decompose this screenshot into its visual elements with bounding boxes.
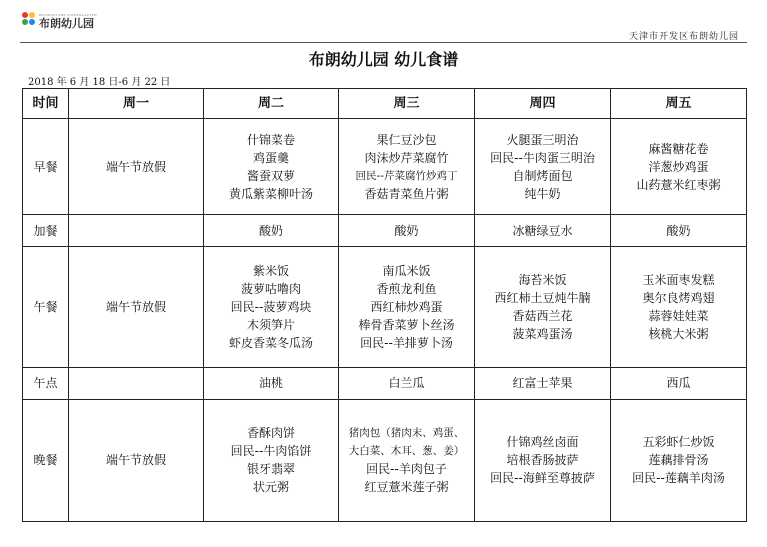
menu-cell bbox=[69, 367, 204, 399]
dish-item: 回民--羊肉包子 bbox=[366, 462, 447, 477]
dish-item: 香菇西兰花 bbox=[512, 308, 573, 323]
dish-item: 麻酱糖花卷 bbox=[648, 141, 709, 156]
dish-item: 回民--芹菜腐竹炒鸡丁 bbox=[355, 169, 458, 182]
dish-item: 端午节放假 bbox=[105, 299, 166, 314]
dish-item: 菠菜鸡蛋汤 bbox=[512, 326, 573, 341]
dish-item: 回民--莲藕羊肉汤 bbox=[632, 471, 725, 486]
meal-row bbox=[23, 119, 747, 215]
dish-item: 肉沫炒芹菜腐竹 bbox=[364, 150, 449, 165]
dish-item: 纯牛奶 bbox=[524, 186, 561, 201]
dish-item: 白兰瓜 bbox=[388, 376, 425, 391]
dish-item: 玉米面枣发糕 bbox=[642, 272, 715, 287]
dish-item: 黄瓜紫菜柳叶汤 bbox=[228, 186, 313, 201]
menu-cell bbox=[69, 119, 204, 215]
dish-item: 西瓜 bbox=[666, 376, 691, 391]
dish-item: 回民--菠萝鸡块 bbox=[230, 299, 312, 314]
menu-table bbox=[22, 88, 747, 522]
meal-label: 晚餐 bbox=[23, 399, 69, 521]
meal-label: 早餐 bbox=[23, 119, 69, 215]
dish-item: 奥尔良烤鸡翅 bbox=[642, 290, 715, 305]
menu-cell bbox=[475, 247, 611, 367]
dish-item: 酸奶 bbox=[394, 223, 419, 238]
dish-item: 端午节放假 bbox=[105, 453, 166, 468]
dish-item: 回民--海鲜至尊披萨 bbox=[490, 471, 595, 486]
dish-item: 回民--牛肉蛋三明治 bbox=[490, 150, 595, 165]
menu-cell bbox=[204, 247, 339, 367]
column-header-time: 时间 bbox=[23, 89, 69, 119]
dish-item: 洋葱炒鸡蛋 bbox=[648, 159, 709, 174]
column-header-day: 周五 bbox=[611, 89, 747, 119]
dish-item: 海苔米饭 bbox=[518, 272, 567, 287]
header-school-name: 天津市开发区布朗幼儿园 bbox=[628, 32, 739, 42]
dish-item: 核桃大米粥 bbox=[648, 326, 709, 341]
dish-item: 红富士苹果 bbox=[512, 376, 573, 391]
column-header-day: 周三 bbox=[339, 89, 475, 119]
menu-cell bbox=[611, 399, 747, 521]
dish-item: 状元粥 bbox=[252, 480, 289, 495]
menu-cell bbox=[611, 367, 747, 399]
dish-item: 油桃 bbox=[258, 376, 283, 391]
menu-cell bbox=[204, 367, 339, 399]
dish-item: 南瓜米饭 bbox=[382, 263, 431, 278]
dish-item: 香酥肉饼 bbox=[246, 426, 295, 441]
menu-body bbox=[23, 119, 747, 522]
header-row bbox=[23, 89, 747, 119]
dish-item: 回民--羊排萝卜汤 bbox=[360, 335, 453, 350]
logo-icon bbox=[22, 12, 36, 30]
dish-item: 酸奶 bbox=[258, 223, 283, 238]
menu-cell bbox=[475, 367, 611, 399]
dish-item: 木须笋片 bbox=[246, 317, 295, 332]
dish-item: 西红柿炒鸡蛋 bbox=[370, 299, 443, 314]
page-title: 布朗幼儿园 幼儿食谱 bbox=[308, 50, 459, 69]
dish-item: 大白菜、木耳、葱、姜） bbox=[348, 445, 465, 458]
date-range: 2018 年 6 月 18 日-6 月 22 日 bbox=[28, 77, 171, 88]
dish-item: 香菇青菜鱼片粥 bbox=[364, 186, 449, 201]
dish-item: 莲藕排骨汤 bbox=[648, 453, 709, 468]
dish-item: 火腿蛋三明治 bbox=[506, 132, 579, 147]
menu-cell bbox=[204, 119, 339, 215]
menu-cell bbox=[611, 247, 747, 367]
dish-item: 五彩虾仁炒饭 bbox=[642, 435, 715, 450]
menu-cell bbox=[339, 367, 475, 399]
meal-row bbox=[23, 247, 747, 367]
dish-item: 回民--牛肉馅饼 bbox=[230, 444, 312, 459]
kindergarten-logo bbox=[22, 12, 97, 30]
menu-cell bbox=[204, 399, 339, 521]
menu-cell bbox=[475, 399, 611, 521]
logo-tagline: BROWNSTONE KINDERGARTEN bbox=[39, 12, 98, 17]
dish-item: 西红柿土豆炖牛腩 bbox=[494, 290, 591, 305]
meal-row bbox=[23, 215, 747, 247]
dish-item: 蒜蓉娃娃菜 bbox=[648, 308, 709, 323]
dish-item: 培根香肠披萨 bbox=[506, 453, 579, 468]
dish-item: 猪肉包（猪肉末、鸡蛋、 bbox=[348, 427, 465, 440]
dish-item: 酱蚕双萝 bbox=[246, 168, 295, 183]
meal-label: 午点 bbox=[23, 367, 69, 399]
dish-item: 银牙翡翠 bbox=[246, 462, 295, 477]
dish-item: 菠萝咕噜肉 bbox=[240, 281, 301, 296]
menu-cell bbox=[204, 215, 339, 247]
dish-item: 冰糖绿豆水 bbox=[512, 223, 573, 238]
dish-item: 什锦鸡丝卤面 bbox=[506, 435, 579, 450]
column-header-day: 周一 bbox=[69, 89, 204, 119]
menu-cell bbox=[475, 119, 611, 215]
dish-item: 酸奶 bbox=[666, 223, 691, 238]
dish-item: 端午节放假 bbox=[105, 159, 166, 174]
meal-row bbox=[23, 399, 747, 521]
meal-row bbox=[23, 367, 747, 399]
menu-cell bbox=[69, 247, 204, 367]
dish-item: 棒骨香菜萝卜丝汤 bbox=[358, 317, 455, 332]
dish-item: 果仁豆沙包 bbox=[376, 132, 437, 147]
dish-item: 虾皮香菜冬瓜汤 bbox=[228, 335, 313, 350]
meal-label: 加餐 bbox=[23, 215, 69, 247]
dish-item: 香煎龙利鱼 bbox=[376, 281, 437, 296]
menu-cell bbox=[611, 119, 747, 215]
menu-cell bbox=[339, 247, 475, 367]
header-divider bbox=[20, 42, 747, 43]
dish-item: 山药薏米红枣粥 bbox=[636, 177, 721, 192]
logo-name: 布朗幼儿园 bbox=[39, 16, 94, 30]
menu-cell bbox=[69, 215, 204, 247]
dish-item: 自制烤面包 bbox=[512, 168, 573, 183]
meal-label: 午餐 bbox=[23, 247, 69, 367]
menu-cell bbox=[475, 215, 611, 247]
column-header-day: 周四 bbox=[475, 89, 611, 119]
menu-cell bbox=[339, 399, 475, 521]
menu-cell bbox=[69, 399, 204, 521]
column-header-day: 周二 bbox=[204, 89, 339, 119]
page-header bbox=[0, 0, 767, 44]
dish-item: 红豆薏米莲子粥 bbox=[364, 480, 449, 495]
menu-cell bbox=[611, 215, 747, 247]
dish-item: 什锦菜卷 bbox=[246, 132, 295, 147]
dish-item: 紫米饭 bbox=[252, 263, 289, 278]
menu-cell bbox=[339, 119, 475, 215]
dish-item: 鸡蛋羹 bbox=[252, 150, 289, 165]
menu-cell bbox=[339, 215, 475, 247]
